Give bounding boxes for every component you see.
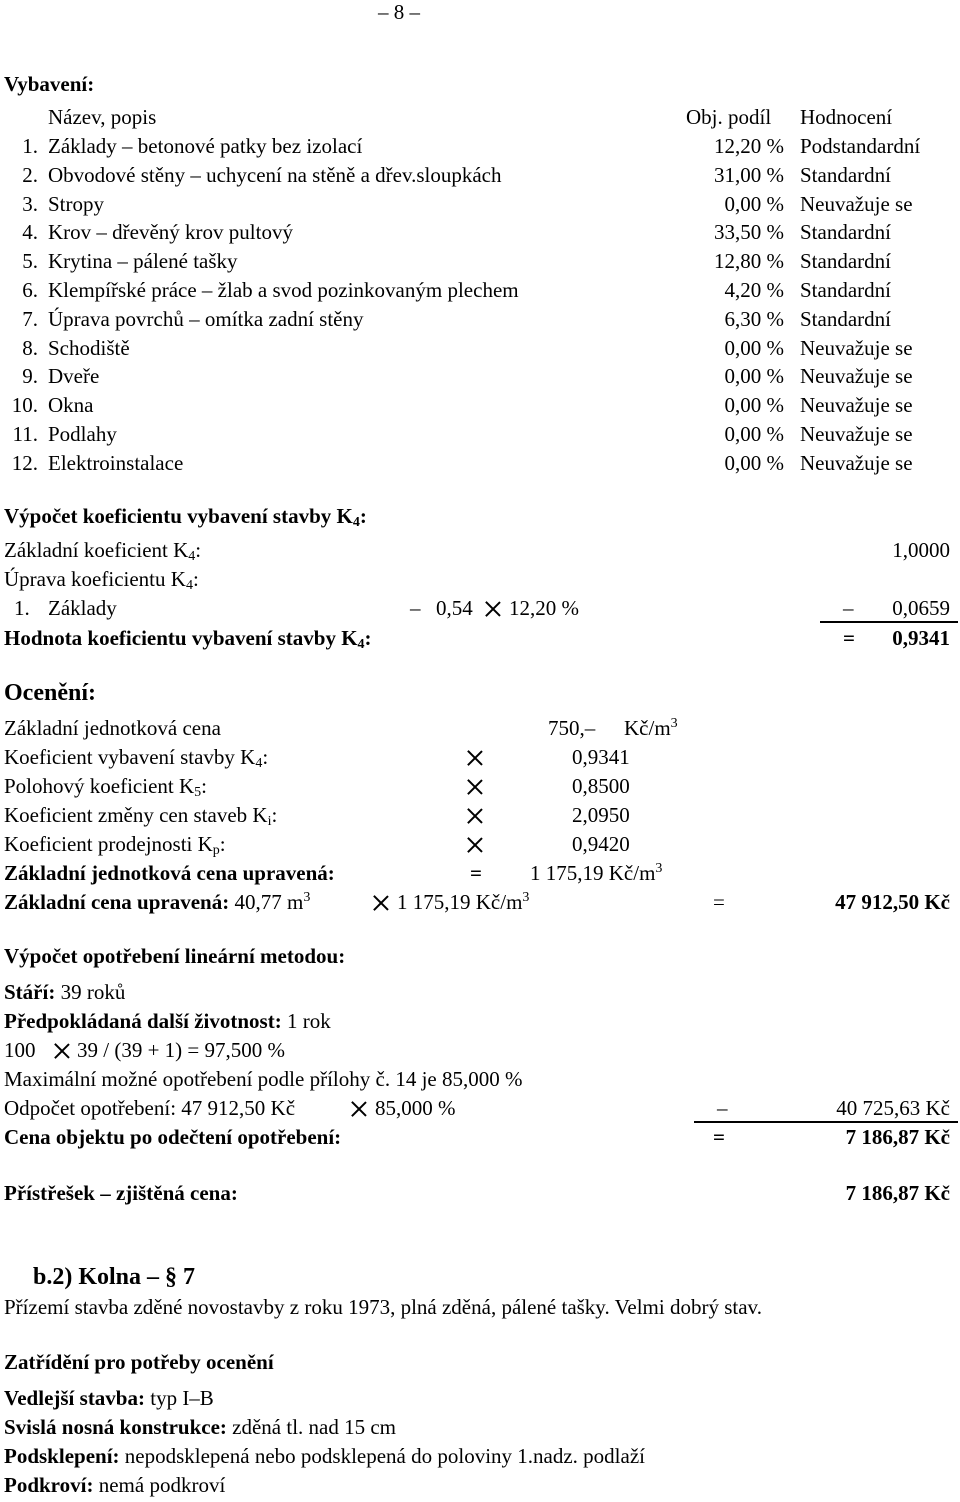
multiply-icon xyxy=(351,1101,367,1117)
vybaveni-row-number: 3. xyxy=(22,192,38,216)
final-price-label: Cena objektu po odečtení opotřebení: xyxy=(4,1125,342,1149)
k4-base-label: Základní koeficient $K_4$: xyxy=(4,538,202,564)
oceneni-row-value: 0,9420 xyxy=(572,832,630,856)
vybaveni-row-number: 7. xyxy=(22,307,38,331)
wear-calc-a: 100 xyxy=(4,1038,36,1062)
vybaveni-row-rating: Standardní xyxy=(800,307,891,331)
vybaveni-row-number: 1. xyxy=(22,134,38,158)
oceneni-row-value: 0,8500 xyxy=(572,774,630,798)
vybaveni-row-name: Elektroinstalace xyxy=(48,451,184,475)
base-price-row: Základní cena upravená: 40,77 $m^3$ xyxy=(4,890,311,914)
oceneni-row-value: 2,0950 xyxy=(572,803,630,827)
vybaveni-row-share: 0,00 % xyxy=(724,336,784,360)
multiply-icon xyxy=(467,808,483,824)
oceneni-row-unit: $Kč/m^3$ xyxy=(624,716,678,740)
wear-calc-b: 39 / (39 + 1) = 97,500 % xyxy=(77,1038,286,1062)
multiply-icon xyxy=(467,837,483,853)
vybaveni-row-name: Krytina – pálené tašky xyxy=(48,249,238,273)
vybaveni-row-rating: Standardní xyxy=(800,220,891,244)
k4-adj-value: 0,0659 xyxy=(892,596,950,620)
oceneni-row-label: Koeficient vybavení stavby $K_4$: xyxy=(4,745,269,771)
vybaveni-row-rating: Podstandardní xyxy=(800,134,921,158)
col-rating-header: Hodnocení xyxy=(800,105,893,129)
deduction-label: Odpočet opotřebení: 47 912,50 Kč xyxy=(4,1096,296,1120)
adjusted-unit-price-eq: = xyxy=(470,861,482,885)
vybaveni-row-number: 11. xyxy=(12,422,38,446)
page-number: – 8 – xyxy=(378,0,420,24)
sum-rule xyxy=(694,1121,958,1123)
vybaveni-row-share: 0,00 % xyxy=(724,192,784,216)
kolna-description: Přízemí stavba zděné novostavby z roku 1973, plná zděná, pálené tašky. Velmi dobrý stav. xyxy=(4,1295,762,1319)
vybaveni-row-number: 12. xyxy=(11,451,38,475)
opotrebeni-heading: Výpočet opotřebení lineární metodou: xyxy=(4,944,346,968)
oceneni-row-label: Základní jednotková cena xyxy=(4,716,221,740)
oceneni-row-label: Koeficient změny cen staveb $K_i$: xyxy=(4,803,278,829)
deduction-value: 40 725,63 Kč xyxy=(836,1096,950,1120)
oceneni-row-value: 750,– xyxy=(548,716,596,740)
k4-adj-no: 1. xyxy=(14,596,30,620)
vybaveni-row-name: Krov – dřevěný krov pultový xyxy=(48,220,293,244)
kolna-line: Podsklepení: nepodsklepená nebo podsklepená do poloviny 1.nadz. podlaží xyxy=(4,1444,645,1468)
oceneni-row-label: Koeficient prodejnosti $K_p$: xyxy=(4,832,226,858)
vybaveni-row-name: Obvodové stěny – uchycení na stěně a dřev.sloupkách xyxy=(48,163,502,187)
k4-result-value: 0,9341 xyxy=(892,626,950,650)
oceneni-row-label: Polohový koeficient $K_5$: xyxy=(4,774,207,800)
multiply-icon xyxy=(467,750,483,766)
k4-adj-calc-a: 0,54 xyxy=(436,596,473,620)
multiply-icon xyxy=(373,895,389,911)
zatrideni-heading: Zatřídění pro potřeby ocenění xyxy=(4,1350,274,1374)
final-price-value: 7 186,87 Kč xyxy=(845,1125,950,1149)
vybaveni-row-share: 31,00 % xyxy=(714,163,784,187)
base-price-calc: 1 175,19 $Kč/m^3$ xyxy=(397,890,530,914)
life-row: Předpokládaná další životnost: 1 rok xyxy=(4,1009,331,1033)
vybaveni-row-name: Podlahy xyxy=(48,422,117,446)
vybaveni-row-share: 6,30 % xyxy=(724,307,784,331)
base-price-eq: = xyxy=(713,890,725,914)
vybaveni-row-number: 2. xyxy=(22,163,38,187)
vybaveni-row-share: 4,20 % xyxy=(724,278,784,302)
adjusted-unit-price-label: Základní jednotková cena upravená: xyxy=(4,861,335,885)
col-name-header: Název, popis xyxy=(48,105,157,129)
vybaveni-row-share: 0,00 % xyxy=(724,451,784,475)
vybaveni-row-number: 6. xyxy=(22,278,38,302)
vybaveni-row-share: 33,50 % xyxy=(714,220,784,244)
vybaveni-row-share: 12,20 % xyxy=(714,134,784,158)
kolna-line: Svislá nosná konstrukce: zděná tl. nad 15 cm xyxy=(4,1415,396,1439)
pristresek-value: 7 186,87 Kč xyxy=(845,1181,950,1205)
vybaveni-row-name: Základy – betonové patky bez izolací xyxy=(48,134,363,158)
vybaveni-row-rating: Neuvažuje se xyxy=(800,364,913,388)
vybaveni-row-number: 4. xyxy=(22,220,38,244)
base-price-value: 47 912,50 Kč xyxy=(835,890,950,914)
multiply-icon xyxy=(54,1043,70,1059)
k4-adj-name: Základy xyxy=(48,596,117,620)
k4-result-label: Hodnota koeficientu vybavení stavby $K_4$: xyxy=(4,626,372,652)
vybaveni-row-share: 0,00 % xyxy=(724,422,784,446)
vybaveni-row-name: Okna xyxy=(48,393,94,417)
deduction-percent: 85,000 % xyxy=(375,1096,456,1120)
k4-adj-value-minus: – xyxy=(843,596,854,620)
vybaveni-row-name: Schodiště xyxy=(48,336,130,360)
vybaveni-heading: Vybavení: xyxy=(4,72,95,96)
oceneni-row-value: 0,9341 xyxy=(572,745,630,769)
kolna-line: Podkroví: nemá podkroví xyxy=(4,1473,226,1497)
k4-adj-label: Úprava koeficientu $K_4$: xyxy=(4,567,199,593)
vybaveni-row-rating: Standardní xyxy=(800,163,891,187)
vybaveni-row-share: 12,80 % xyxy=(714,249,784,273)
vybaveni-row-name: Klempířské práce – žlab a svod pozinkovaným plechem xyxy=(48,278,519,302)
vybaveni-row-name: Dveře xyxy=(48,364,100,388)
vybaveni-row-rating: Neuvažuje se xyxy=(800,192,913,216)
k4-adj-calc-b: 12,20 % xyxy=(509,596,579,620)
vybaveni-row-share: 0,00 % xyxy=(724,364,784,388)
k4-result-eq: = xyxy=(843,626,855,650)
vybaveni-row-rating: Neuvažuje se xyxy=(800,451,913,475)
vybaveni-row-rating: Standardní xyxy=(800,249,891,273)
k4-adj-minus: – xyxy=(410,596,421,620)
multiply-icon xyxy=(485,601,501,617)
kolna-line: Vedlejší stavba: typ I–B xyxy=(4,1386,214,1410)
col-share-header: Obj. podíl xyxy=(686,105,772,129)
vybaveni-row-rating: Neuvažuje se xyxy=(800,422,913,446)
vybaveni-row-share: 0,00 % xyxy=(724,393,784,417)
k4-heading: Výpočet koeficientu vybavení stavby $K_4$: xyxy=(4,504,367,530)
vybaveni-row-number: 9. xyxy=(22,364,38,388)
oceneni-heading: Ocenění: xyxy=(4,680,96,706)
pristresek-label: Přístřešek – zjištěná cena: xyxy=(4,1181,238,1205)
vybaveni-row-rating: Neuvažuje se xyxy=(800,336,913,360)
k4-base-value: 1,0000 xyxy=(892,538,950,562)
max-wear-text: Maximální možné opotřebení podle přílohy č. 14 je 85,000 % xyxy=(4,1067,523,1091)
vybaveni-row-number: 5. xyxy=(22,249,38,273)
age-row: Stáří: 39 roků xyxy=(4,980,126,1004)
vybaveni-row-number: 10. xyxy=(11,393,38,417)
adjusted-unit-price-value: 1 175,19 $Kč/m^3$ xyxy=(530,861,663,885)
deduction-minus: – xyxy=(717,1096,728,1120)
vybaveni-row-number: 8. xyxy=(22,336,38,360)
vybaveni-row-name: Stropy xyxy=(48,192,105,216)
vybaveni-row-rating: Standardní xyxy=(800,278,891,302)
vybaveni-row-rating: Neuvažuje se xyxy=(800,393,913,417)
kolna-title: b.2) Kolna – § 7 xyxy=(33,1264,196,1290)
vybaveni-row-name: Úprava povrchů – omítka zadní stěny xyxy=(48,307,364,331)
sum-rule xyxy=(820,621,958,623)
final-price-eq: = xyxy=(713,1125,725,1149)
multiply-icon xyxy=(467,779,483,795)
